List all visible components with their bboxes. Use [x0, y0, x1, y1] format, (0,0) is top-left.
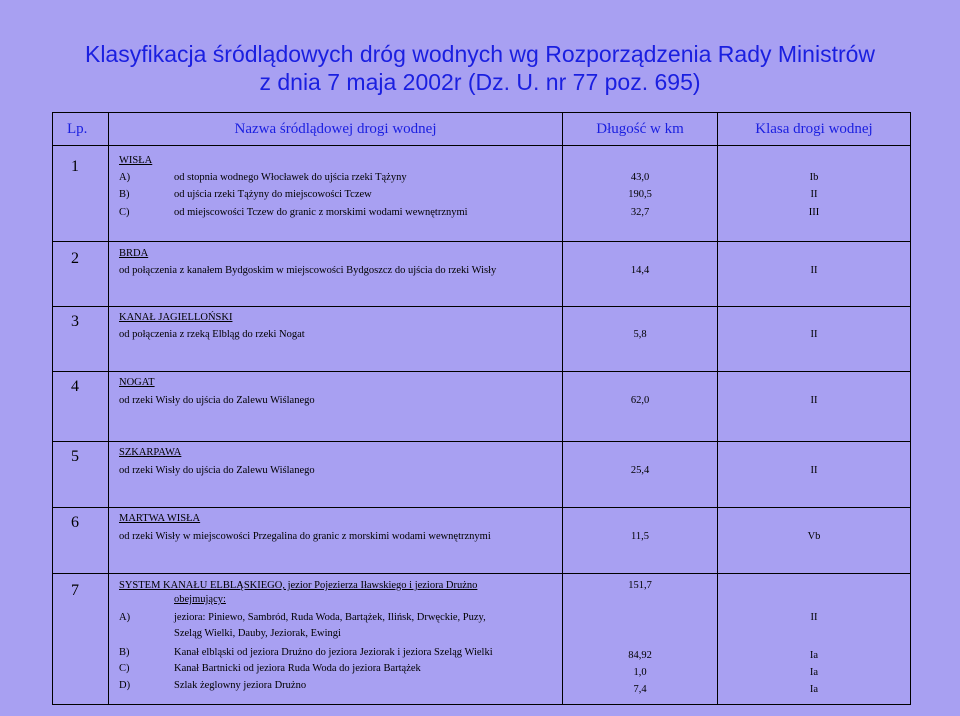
- row-lp: 2: [71, 250, 79, 267]
- waterway-class: Vb: [807, 531, 821, 542]
- table-row: [53, 442, 911, 508]
- waterway-length: 11,5: [631, 531, 649, 542]
- segment-length: 190,5: [628, 189, 652, 200]
- table-row: [53, 242, 911, 307]
- segment-class: II: [810, 612, 818, 623]
- table-row: [53, 372, 911, 442]
- waterway-class: II: [810, 395, 818, 406]
- segment-class: Ib: [809, 172, 819, 183]
- waterway-name: BRDA: [119, 248, 149, 259]
- segment-desc: od stopnia wodnego Włocławek do ujścia rzeki Tążyny: [174, 172, 407, 183]
- row-lp: 1: [71, 158, 79, 175]
- segment-length: 43,0: [630, 172, 650, 183]
- waterway-length: 25,4: [630, 465, 650, 476]
- segment-length: 7,4: [633, 684, 647, 695]
- segment-letter: C): [119, 663, 130, 674]
- segment-letter: C): [119, 207, 130, 218]
- header-lp: Lp.: [53, 113, 109, 146]
- header-length: Długość w km: [563, 113, 718, 146]
- total-length: 151,7: [628, 580, 652, 591]
- page-title: [0, 40, 960, 96]
- table-row: [53, 146, 911, 242]
- row-lp: 3: [71, 313, 79, 330]
- segment-length: 84,92: [628, 650, 652, 661]
- waterway-desc: od rzeki Wisły w miejscowości Przegalina do granic z morskimi wodami wewnętrznymi: [119, 531, 491, 542]
- segment-letter: A): [119, 612, 131, 623]
- segment-desc: Kanał elbląski od jeziora Drużno do jeziora Jeziorak i jeziora Szeląg Wielki: [174, 647, 493, 658]
- segment-desc: jeziora: Piniewo, Sambród, Ruda Woda, Bartążek, Ilińsk, Drwęckie, Puzy,: [174, 612, 486, 623]
- waterway-desc: od połączenia z kanałem Bydgoskim w miejscowości Bydgoszcz do ujścia do rzeki Wisły: [119, 265, 497, 276]
- waterway-class: II: [810, 265, 818, 276]
- waterway-class: II: [810, 465, 818, 476]
- segment-class: Ia: [809, 667, 819, 678]
- segment-desc: od miejscowości Tczew do granic z morskimi wodami wewnętrznymi: [174, 207, 468, 218]
- segment-length: 1,0: [633, 667, 647, 678]
- waterway-class: II: [810, 329, 818, 340]
- segment-desc-cont: Szeląg Wielki, Dauby, Jeziorak, Ewingi: [174, 628, 341, 639]
- table-row: [53, 508, 911, 574]
- header-class: Klasa drogi wodnej: [718, 113, 911, 146]
- title-line-2: z dnia 7 maja 2002r (Dz. U. nr 77 poz. 695): [259, 69, 701, 95]
- segment-letter: B): [119, 647, 130, 658]
- segment-class: Ia: [809, 684, 819, 695]
- table-row: [53, 307, 911, 372]
- waterway-desc: od rzeki Wisły do ujścia do Zalewu Wiślanego: [119, 465, 315, 476]
- row-lp: 6: [71, 514, 79, 531]
- row-lp: 4: [71, 378, 79, 395]
- waterway-name: WISŁA: [119, 155, 153, 166]
- segment-letter: D): [119, 680, 131, 691]
- waterway-name: MARTWA WISŁA: [119, 513, 201, 524]
- waterway-desc: od rzeki Wisły do ujścia do Zalewu Wiślanego: [119, 395, 315, 406]
- waterway-length: 14,4: [630, 265, 650, 276]
- segment-length: 32,7: [630, 207, 650, 218]
- segment-class: III: [808, 207, 820, 218]
- waterway-name-cont: obejmujący:: [174, 594, 226, 605]
- segment-desc: Szlak żeglowny jeziora Drużno: [174, 680, 307, 691]
- segment-letter: A): [119, 172, 131, 183]
- row-lp: 7: [71, 582, 79, 599]
- segment-desc: od ujścia rzeki Tążyny do miejscowości Tczew: [174, 189, 372, 200]
- waterway-name: SZKARPAWA: [119, 447, 182, 458]
- waterway-desc: od połączenia z rzeką Elbląg do rzeki Nogat: [119, 329, 305, 340]
- waterway-name: NOGAT: [119, 377, 155, 388]
- segment-desc: Kanał Bartnicki od jeziora Ruda Woda do jeziora Bartążek: [174, 663, 421, 674]
- table-row: [53, 574, 911, 705]
- header-row: [53, 113, 911, 146]
- segment-class: Ia: [809, 650, 819, 661]
- segment-class: II: [810, 189, 818, 200]
- waterway-length: 62,0: [630, 395, 650, 406]
- segment-letter: B): [119, 189, 130, 200]
- row-lp: 5: [71, 448, 79, 465]
- title-line-1: Klasyfikacja śródlądowych dróg wodnych wg Rozporządzenia Rady Ministrów: [84, 41, 876, 67]
- waterway-name: SYSTEM KANAŁU ELBLĄSKIEGO, jezior Pojezierza Iławskiego i jeziora Drużno: [119, 580, 478, 591]
- waterway-name: KANAŁ JAGIELLOŃSKI: [119, 312, 233, 323]
- waterway-length: 5,8: [633, 329, 647, 340]
- header-name: Nazwa śródlądowej drogi wodnej: [109, 113, 563, 146]
- waterways-table: [52, 112, 911, 705]
